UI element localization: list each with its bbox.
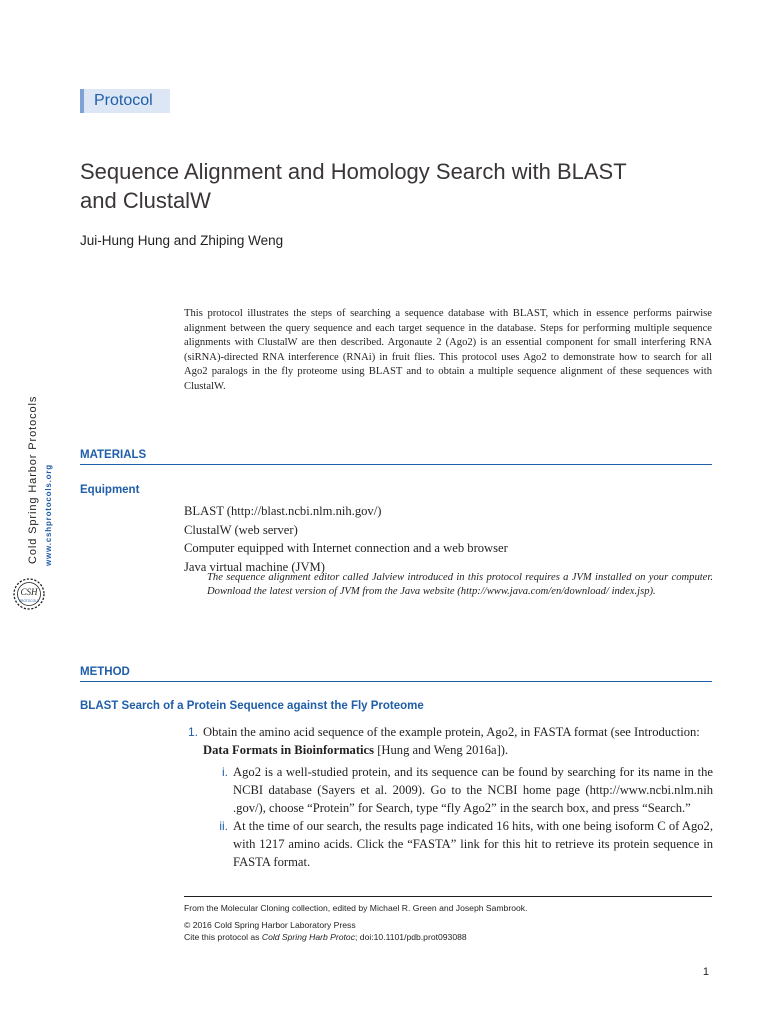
authors: Jui-Hung Hung and Zhiping Weng (80, 233, 284, 248)
footer-collection: From the Molecular Cloning collection, edited by Michael R. Green and Joseph Sambrook. (184, 903, 528, 913)
step-number: 1. (188, 725, 199, 739)
list-item: BLAST (http://blast.ncbi.nlm.nih.gov/) (184, 504, 382, 518)
page-number: 1 (702, 966, 709, 978)
list-item: ClustalW (web server) (184, 522, 298, 537)
footer-citation: Cite this protocol as Cold Spring Harb Protoc; doi:10.1101/pdb.prot093088 (184, 932, 467, 942)
substep-ii-text: At the time of our search, the results page indicated 16 hits, with one being isoform C of Ago2, with 1217 amino acids. Click the “FASTA” link for this hit to retrieve its protein sequence in FASTA format. (233, 819, 713, 869)
blast-search-heading: BLAST Search of a Protein Sequence against the Fly Proteome (80, 700, 424, 712)
intro-link[interactable]: Data Formats in Bioinformatics (203, 743, 375, 757)
title-line-2: and ClustalW (80, 188, 211, 213)
footer-divider (184, 896, 712, 897)
method-heading: METHOD (80, 666, 712, 682)
list-item: Java virtual machine (JVM) (184, 559, 325, 574)
substep-number: ii. (219, 819, 228, 833)
sidebar-journal-name: Cold Spring Harbor Protocols (27, 395, 39, 564)
csh-logo-icon (12, 574, 46, 614)
page-title (80, 157, 680, 215)
step-1 (184, 723, 714, 759)
substep-ii (219, 817, 713, 871)
footer-copyright: © 2016 Cold Spring Harbor Laboratory Press (184, 920, 356, 930)
equipment-list (184, 502, 714, 576)
protocol-tag: Protocol (80, 89, 170, 113)
abstract: This protocol illustrates the steps of searching a sequence database with BLAST, which in essence performs pairwise alignment between the query sequence and each target sequence in the database. Steps for performing multiple sequence alignments with ClustalW are then described. Argonaute 2 (Ago2) is an essential component for small interfering RNA (siRNA)-directed RNA interference (RNAi) in fruit flies. This protocol uses Ago2 to demonstrate how to search for all Ago2 paralogs in the fly proteome using BLAST and to obtain a multiple sequence alignment of these sequences with ClustalW. (184, 308, 712, 392)
list-item: Computer equipped with Internet connection and a web browser (184, 541, 508, 555)
substep-number: i. (222, 765, 228, 779)
title-line-1: Sequence Alignment and Homology Search with BLAST (80, 159, 627, 184)
logo-subtext: PROTOCOLS (19, 599, 39, 603)
logo-text: CSH (20, 587, 38, 597)
sidebar-journal-url[interactable]: www.cshprotocols.org (44, 464, 53, 566)
substep-i (222, 763, 713, 817)
jvm-note: The sequence alignment editor called Jalview introduced in this protocol requires a JVM installed on your computer. Download the latest version of JVM from the Java website (http://www.java.com/en/download/ index.jsp). (207, 572, 713, 597)
materials-heading: MATERIALS (80, 449, 712, 465)
step-1-text: Obtain the amino acid sequence of the example protein, Ago2, in FASTA format (see Introduction: Data Formats in Bioinformatics [Hung and Weng 2016a]). (203, 725, 700, 757)
substep-i-text: Ago2 is a well-studied protein, and its sequence can be found by searching for its name in the NCBI database (Sayers et al. 2009). Go to the NCBI home page (http://www.ncbi.nlm.nih .gov/), choose “Protein” for Search, type “fly Ago2” in the search box, and press “Search.” (233, 765, 713, 815)
equipment-heading: Equipment (80, 484, 140, 496)
